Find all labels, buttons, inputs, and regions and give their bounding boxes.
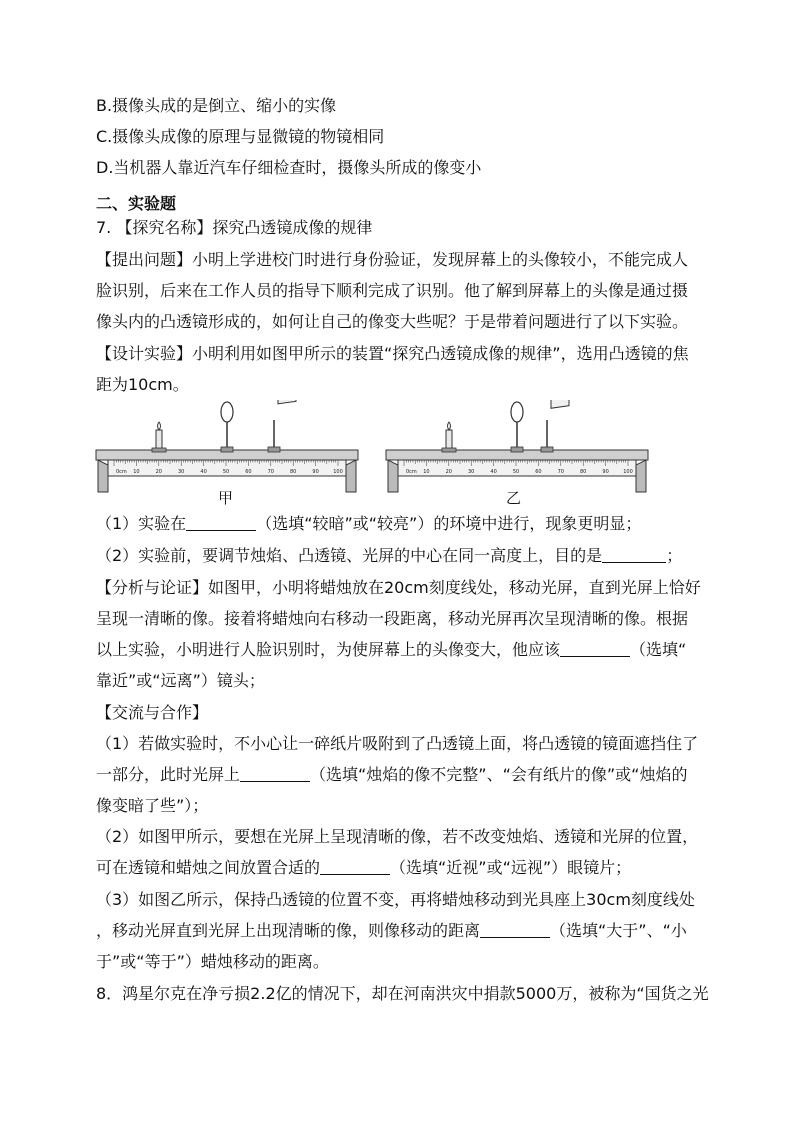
question-7-design-line: 距为10cm。 [96,375,189,394]
exchange-1-line: 一部分，此时光屏上 （选填“烛焰的像不完整”、“会有纸片的像”或“烛焰的 [96,765,688,784]
light-screen [268,400,296,452]
option-c: C.摄像头成像的原理与显微镜的物镜相同 [96,127,385,146]
candle [152,422,166,452]
figure-label-yi: 乙 [506,489,522,507]
scale-label: 90 [312,469,319,475]
scale-label: 70 [557,469,564,475]
scale-label: 50 [222,469,230,475]
scale-label: 40 [490,469,497,475]
exchange-2-line: 可在透镜和蜡烛之间放置合适的 （选填“近视”或“远视”）眼镜片； [96,858,632,877]
scale-label: 100 [623,469,633,475]
scale-label: 10 [133,469,140,475]
option-b: B.摄像头成的是倒立、缩小的实像 [96,96,337,115]
scale-label: 80 [580,469,587,475]
scale-label: 100 [333,469,343,475]
option-d: D.当机器人靠近汽车仔细检查时，摄像头所成的像变小 [96,158,482,177]
convex-lens [221,402,233,452]
question-7-sub-1: （1）实验在 （选填“较暗”或“较亮”）的环境中进行，现象更明显； [96,514,642,533]
answer-blank[interactable] [186,514,256,531]
analysis-line: 以上实验，小明进行人脸识别时，为使屏幕上的头像变大，他应该 （选填“ [96,640,687,659]
answer-blank[interactable] [320,858,390,875]
exchange-1-line: 像变暗了些”）； [96,796,209,815]
scale-label: 90 [602,469,609,475]
scale-label: 40 [200,469,207,475]
exchange-2-line: （2）如图甲所示，要想在光屏上呈现清晰的像，若不改变烛焰、透镜和光屏的位置， [96,827,699,846]
answer-blank[interactable] [602,546,666,563]
question-7-ask-line: 脸识别，后来在工作人员的指导下顺利完成了识别。他了解到屏幕上的头像是通过摄 [96,281,689,300]
question-7-design-line: 【设计实验】小明利用如图甲所示的装置“探究凸透镜成像的规律”，选用凸透镜的焦 [96,344,689,363]
analysis-line: 靠近”或“远离”）镜头； [96,671,265,690]
scale-label: 20 [445,469,452,475]
scale-label: 30 [178,469,185,475]
exchange-3-line: ，移动光屏直到光屏上出现清晰的像，则像移动的距离 （选填“大于”、“小 [96,921,687,940]
convex-lens [511,402,523,452]
answer-blank[interactable] [480,921,550,938]
question-7-ask-line: 【提出问题】小明上学进校门时进行身份验证，发现屏幕上的头像较小，不能完成人 [96,250,689,269]
scale-label: 80 [290,469,297,475]
scale-label: 50 [512,469,520,475]
exchange-3-line: 于”或“等于”）蜡烛移动的距离。 [96,952,329,971]
analysis-line: 【分析与论证】如图甲，小明将蜡烛放在20cm刻度线处，移动光屏，直到光屏上恰好 [96,578,701,597]
scale-label: 20 [155,469,162,475]
exchange-3-line: （3）如图乙所示，保持凸透镜的位置不变，再将蜡烛移动到光具座上30cm刻度线处 [96,890,695,909]
scale-label: 60 [535,469,542,475]
scale-label: 60 [245,469,252,475]
scale-label: 0cm [116,469,127,475]
answer-blank[interactable] [240,765,310,782]
optical-bench-figure [92,400,652,510]
section-title: 二、实验题 [96,194,177,213]
light-screen [541,400,569,452]
question-8-line: 8．鸿星尔克在净亏损2.2亿的情况下，却在河南洪灾中捐款5000万，被称为“国货之光 [96,984,709,1003]
question-7-sub-2: （2）实验前，要调节烛焰、凸透镜、光屏的中心在同一高度上，目的是 ； [96,546,683,565]
scale-label: 0cm [406,469,417,475]
analysis-line: 呈现一清晰的像。接着将蜡烛向右移动一段距离，移动光屏再次呈现清晰的像。根据 [96,609,689,628]
answer-blank[interactable] [560,640,630,657]
optical-bench-jia [96,400,358,492]
figure-label-jia: 甲 [218,489,234,507]
optical-bench-yi [386,400,648,492]
question-7-title: 7. 【探究名称】探究凸透镜成像的规律 [96,218,373,237]
scale-label: 10 [423,469,430,475]
question-7-ask-line: 像头内的凸透镜形成的，如何让自己的像变大些呢？于是带着问题进行了以下实验。 [96,312,689,331]
exchange-heading: 【交流与合作】 [96,703,209,722]
scale-label: 70 [267,469,274,475]
scale-label: 30 [468,469,475,475]
exchange-1-line: （1）若做实验时，不小心让一碎纸片吸附到了凸透镜上面，将凸透镜的镜面遮挡住了 [96,734,699,753]
candle [442,422,456,452]
